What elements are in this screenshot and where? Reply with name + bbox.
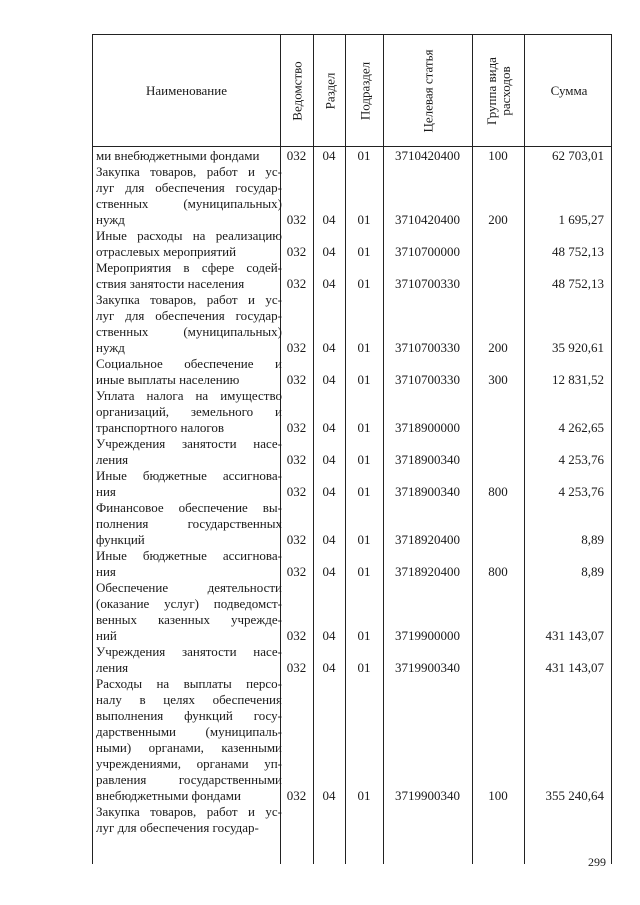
header-tselevaya-label: Целевая статья <box>420 49 436 133</box>
row-name <box>96 548 282 580</box>
row-razdel: 04 <box>322 212 336 227</box>
row-name-line: ственных (муниципальных) <box>96 324 282 339</box>
row-name-line: Иные расходы на реализацию <box>96 228 282 243</box>
row-podrazdel: 01 <box>357 340 371 355</box>
row-summa: 48 752,13 <box>552 276 604 291</box>
row-name-line: ными) органами, казенными <box>96 740 282 755</box>
row-podrazdel: 01 <box>357 660 371 675</box>
row-podrazdel: 01 <box>357 452 371 467</box>
row-name-line: иные выплаты населению <box>96 372 240 387</box>
row-vedomstvo: 032 <box>286 372 307 387</box>
row-name <box>96 500 282 548</box>
row-name-line: Обеспечение деятельности <box>96 580 282 595</box>
row-razdel: 04 <box>322 148 336 163</box>
header-gruppa <box>473 35 525 147</box>
header-summa-label: Сумма <box>550 83 588 98</box>
row-vedomstvo: 032 <box>286 212 307 227</box>
row-podrazdel: 01 <box>357 564 371 579</box>
row-name-line: полнения государственных <box>96 516 282 531</box>
row-razdel: 04 <box>322 628 336 643</box>
header-vedomstvo-label: Ведомство <box>289 61 305 121</box>
row-podrazdel: 01 <box>357 484 371 499</box>
header-name-label: Наименование <box>146 83 227 98</box>
row-name-line: транспортного налогов <box>96 420 224 435</box>
row-tselevaya: 3719900000 <box>395 628 460 643</box>
row-summa: 431 143,07 <box>545 628 604 643</box>
row-name <box>96 804 282 836</box>
row-name-line: ми внебюджетными фондами <box>96 148 260 163</box>
row-name-line: Расходы на выплаты персо- <box>96 676 282 691</box>
row-name-line: учреждениями, органами уп- <box>96 756 282 771</box>
table-row <box>92 228 612 260</box>
row-name-line: внебюджетными фондами <box>96 788 241 803</box>
row-tselevaya: 3718920400 <box>395 532 460 547</box>
row-vedomstvo: 032 <box>286 564 307 579</box>
row-razdel: 04 <box>322 564 336 579</box>
row-summa: 62 703,01 <box>552 148 604 163</box>
row-summa: 4 253,76 <box>558 484 604 499</box>
row-name-line: функций <box>96 532 145 547</box>
row-name-line: Иные бюджетные ассигнова- <box>96 548 282 563</box>
row-podrazdel: 01 <box>357 628 371 643</box>
row-vedomstvo: 032 <box>286 660 307 675</box>
row-vedomstvo: 032 <box>286 276 307 291</box>
row-vedomstvo: 032 <box>286 244 307 259</box>
row-razdel: 04 <box>322 484 336 499</box>
row-name <box>96 644 282 676</box>
row-name <box>96 388 282 436</box>
row-summa: 1 695,27 <box>558 212 604 227</box>
row-tselevaya: 3710700330 <box>395 276 460 291</box>
table-row <box>92 148 612 164</box>
row-name-line: луг для обеспечения государ- <box>96 820 259 835</box>
row-name-line: дарственными (муниципаль- <box>96 724 282 739</box>
header-gruppa-label: Группа вида расходов <box>483 57 513 125</box>
row-name <box>96 676 282 804</box>
header-tselevaya <box>384 35 473 147</box>
row-name-line: нужд <box>96 340 125 355</box>
row-name-line: налу в целях обеспечения <box>96 692 282 707</box>
row-name <box>96 356 282 388</box>
row-name-line: Учреждения занятости насе- <box>96 436 282 451</box>
table-row <box>92 500 612 548</box>
table-header <box>92 34 612 147</box>
row-name-line: Учреждения занятости насе- <box>96 644 282 659</box>
row-podrazdel: 01 <box>357 148 371 163</box>
row-vedomstvo: 032 <box>286 532 307 547</box>
row-razdel: 04 <box>322 452 336 467</box>
header-name <box>93 35 281 147</box>
table-row <box>92 436 612 468</box>
row-gruppa: 100 <box>488 788 508 803</box>
row-name <box>96 228 282 260</box>
row-name-line: ния <box>96 484 116 499</box>
row-vedomstvo: 032 <box>286 420 307 435</box>
row-name-line: Закупка товаров, работ и ус- <box>96 804 282 819</box>
row-podrazdel: 01 <box>357 212 371 227</box>
row-name-line: луг для обеспечения государ- <box>96 180 282 195</box>
row-summa: 35 920,61 <box>552 340 604 355</box>
row-name-line: венных казенных учрежде- <box>96 612 282 627</box>
row-razdel: 04 <box>322 532 336 547</box>
row-tselevaya: 3718920400 <box>395 564 460 579</box>
row-name <box>96 580 282 644</box>
row-summa: 48 752,13 <box>552 244 604 259</box>
row-summa: 4 253,76 <box>558 452 604 467</box>
row-tselevaya: 3710420400 <box>395 148 460 163</box>
row-podrazdel: 01 <box>357 420 371 435</box>
row-name-line: Закупка товаров, работ и ус- <box>96 292 282 307</box>
row-tselevaya: 3710700000 <box>395 244 460 259</box>
row-name-line: Социальное обеспечение и <box>96 356 282 371</box>
table-row <box>92 676 612 804</box>
row-name-line: луг для обеспечения государ- <box>96 308 282 323</box>
row-podrazdel: 01 <box>357 788 371 803</box>
row-name-line: ления <box>96 660 129 675</box>
row-vedomstvo: 032 <box>286 148 307 163</box>
table-body <box>92 147 612 864</box>
row-name <box>96 164 282 228</box>
row-vedomstvo: 032 <box>286 788 307 803</box>
row-tselevaya: 3719900340 <box>395 660 460 675</box>
row-name-line: ственных (муниципальных) <box>96 196 282 211</box>
row-podrazdel: 01 <box>357 276 371 291</box>
row-summa: 355 240,64 <box>545 788 604 803</box>
row-podrazdel: 01 <box>357 244 371 259</box>
row-name-line: отраслевых мероприятий <box>96 244 237 259</box>
table-row <box>92 388 612 436</box>
row-tselevaya: 3718900000 <box>395 420 460 435</box>
page-number: 299 <box>588 855 606 869</box>
table-row <box>92 292 612 356</box>
row-summa: 8,89 <box>581 564 604 579</box>
row-name-line: ний <box>96 628 117 643</box>
row-razdel: 04 <box>322 660 336 675</box>
row-name <box>96 260 282 292</box>
table-row <box>92 260 612 292</box>
header-summa <box>525 35 613 147</box>
row-name-line: Закупка товаров, работ и ус- <box>96 164 282 179</box>
table-row <box>92 164 612 228</box>
row-tselevaya: 3710700330 <box>395 340 460 355</box>
row-gruppa: 800 <box>488 484 508 499</box>
row-name-line: ния <box>96 564 116 579</box>
row-name-line: Иные бюджетные ассигнова- <box>96 468 282 483</box>
budget-table <box>92 34 612 864</box>
row-name-line: равления государственными <box>96 772 282 787</box>
row-tselevaya: 3718900340 <box>395 452 460 467</box>
row-name <box>96 148 282 164</box>
row-name-line: Мероприятия в сфере содей- <box>96 260 282 275</box>
table-row <box>92 548 612 580</box>
table-row <box>92 644 612 676</box>
table-row <box>92 356 612 388</box>
row-name <box>96 436 282 468</box>
row-gruppa: 200 <box>488 340 508 355</box>
header-vedomstvo <box>281 35 314 147</box>
header-podrazdel <box>346 35 384 147</box>
row-name-line: выполнения функций госу- <box>96 708 282 723</box>
row-gruppa: 200 <box>488 212 508 227</box>
row-podrazdel: 01 <box>357 532 371 547</box>
row-name-line: нужд <box>96 212 125 227</box>
row-razdel: 04 <box>322 420 336 435</box>
row-razdel: 04 <box>322 244 336 259</box>
table-row <box>92 468 612 500</box>
row-name-line: организаций, земельного и <box>96 404 282 419</box>
row-razdel: 04 <box>322 788 336 803</box>
row-razdel: 04 <box>322 340 336 355</box>
row-summa: 12 831,52 <box>552 372 604 387</box>
row-summa: 8,89 <box>581 532 604 547</box>
row-gruppa: 100 <box>488 148 508 163</box>
row-podrazdel: 01 <box>357 372 371 387</box>
header-razdel <box>314 35 346 147</box>
row-gruppa: 800 <box>488 564 508 579</box>
row-summa: 431 143,07 <box>545 660 604 675</box>
header-podrazdel-label: Подраздел <box>357 61 372 121</box>
row-vedomstvo: 032 <box>286 484 307 499</box>
row-razdel: 04 <box>322 276 336 291</box>
row-name-line: Уплата налога на имущество <box>96 388 282 403</box>
row-vedomstvo: 032 <box>286 628 307 643</box>
row-name <box>96 468 282 500</box>
row-name-line: ления <box>96 452 129 467</box>
row-summa: 4 262,65 <box>558 420 604 435</box>
row-tselevaya: 3710700330 <box>395 372 460 387</box>
row-name-line: Финансовое обеспечение вы- <box>96 500 282 515</box>
row-tselevaya: 3710420400 <box>395 212 460 227</box>
table-row <box>92 580 612 644</box>
row-vedomstvo: 032 <box>286 340 307 355</box>
header-razdel-label: Раздел <box>322 72 337 110</box>
row-razdel: 04 <box>322 372 336 387</box>
row-tselevaya: 3718900340 <box>395 484 460 499</box>
row-vedomstvo: 032 <box>286 452 307 467</box>
row-tselevaya: 3719900340 <box>395 788 460 803</box>
row-name <box>96 292 282 356</box>
row-gruppa: 300 <box>488 372 508 387</box>
row-name-line: (оказание услуг) подведомст- <box>96 596 282 611</box>
row-name-line: ствия занятости населения <box>96 276 245 291</box>
table-row <box>92 804 612 836</box>
